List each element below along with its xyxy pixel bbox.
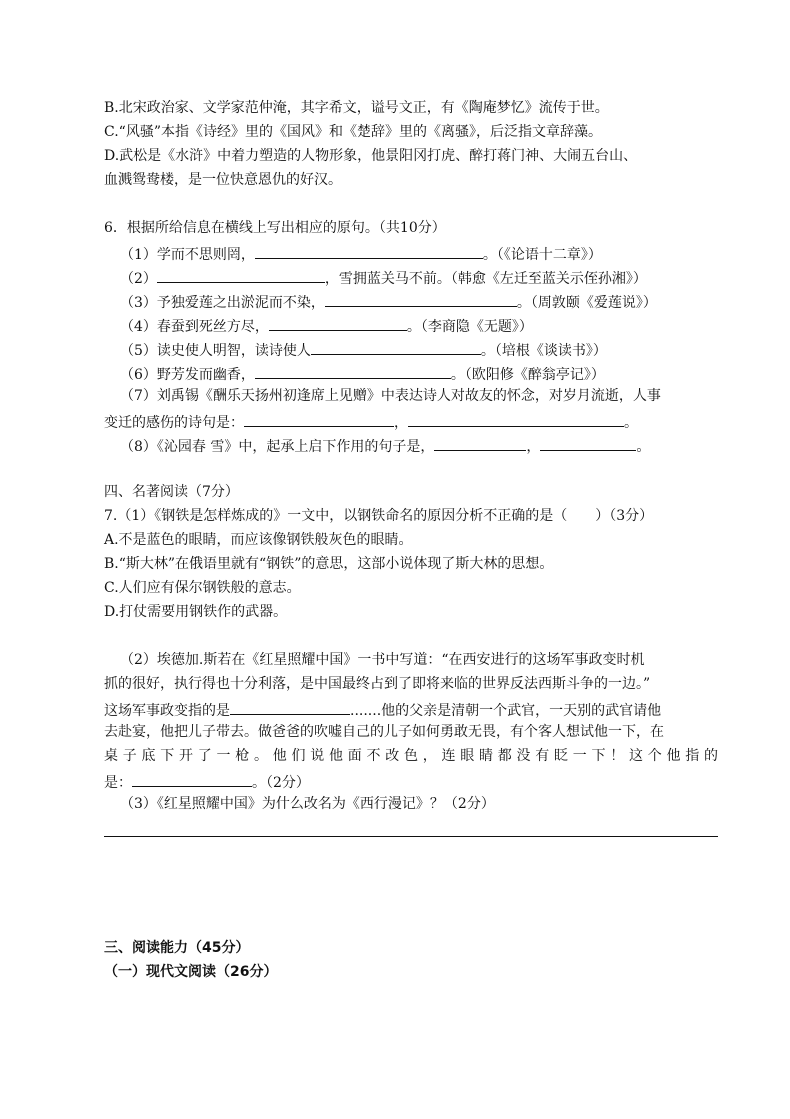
q7-part1-question: 7.（1）《钢铁是怎样炼成的》一文中，以钢铁命名的原因分析不正确的是（ ）（3分）	[104, 508, 654, 524]
q6-item-4	[120, 314, 533, 337]
q6-item-7-prefix: 变迁的感伤的诗句是：	[104, 415, 244, 431]
q7-part2-line2: 抓的很好，执行得也十分利落，是中国最终占到了即将来临的世界反法西斯斗争的一边。”	[104, 676, 651, 692]
q7-part2-line3-prefix: 这场军事政变指的是	[104, 703, 230, 719]
q7-part2-line1: （2）埃德加.斯若在《红星照耀中国》一书中写道：“在西安进行的这场军事政变时机	[120, 652, 645, 668]
section-3-subtitle: （一）现代文阅读（26分）	[104, 964, 278, 980]
q6-item-7-sep: ，	[394, 415, 408, 431]
q6-item-4-prefix: （4）春蚕到死丝方尽，	[120, 319, 269, 335]
q6-item-8	[120, 434, 650, 457]
answer-blank[interactable]	[230, 698, 350, 715]
answer-blank[interactable]	[132, 770, 252, 787]
q6-item-5-suffix: 。（培根《谈读书》）	[480, 343, 607, 359]
q6-item-1-prefix: （1）学而不思则罔，	[120, 247, 255, 263]
section-4-title: 四、名著阅读（7分）	[104, 484, 239, 500]
q5-option-c: C.“风骚”本指《诗经》里的《国风》和《楚辞》里的《离骚》，后泛指文章辞藻。	[104, 124, 602, 140]
q6-item-4-suffix: 。（李商隐《无题》）	[406, 319, 533, 335]
q6-item-7-line2	[104, 410, 638, 433]
q5-option-b: B.北宋政治家、文学家范仲淹，其字希文，谥号文正，有《陶庵梦忆》流传于世。	[104, 100, 609, 116]
q6-item-1	[120, 242, 602, 265]
q7-part2-line6-suffix: 。（2分）	[252, 775, 310, 791]
answer-blank[interactable]	[255, 362, 451, 379]
answer-blank[interactable]	[269, 314, 407, 331]
q6-item-5	[120, 338, 607, 361]
answer-blank[interactable]	[434, 434, 526, 451]
q6-item-5-prefix: （5）读史使人明智，读诗使人	[120, 343, 311, 359]
q6-item-3	[120, 290, 657, 313]
q7-part2-line3-suffix: .......他的父亲是清朝一个武官，一天别的武官请他	[350, 703, 662, 719]
answer-line[interactable]	[104, 836, 718, 837]
q7-part2-line6-prefix: 是：	[104, 775, 132, 791]
q6-item-2-suffix: ，雪拥蓝关马不前。（韩愈《左迁至蓝关示侄孙湘》）	[324, 271, 647, 287]
q7-option-a: A.不是蓝色的眼睛，而应该像钢铁般灰色的眼睛。	[104, 532, 413, 548]
q6-title: 6．根据所给信息在横线上写出相应的原句。（共10分）	[104, 220, 446, 236]
q6-item-7-line1: （7）刘禹锡《酬乐天扬州初逢席上见赠》中表达诗人对故友的怀念，对岁月流逝，人事	[120, 388, 661, 404]
q6-item-7-suffix: 。	[624, 415, 638, 431]
q6-item-8-suffix: 。	[636, 439, 651, 455]
q7-option-c: C.人们应有保尔钢铁般的意志。	[104, 580, 301, 596]
q6-item-8-prefix: （8）《沁园春 雪》中，起承上启下作用的句子是，	[120, 439, 435, 455]
q6-item-2	[120, 266, 647, 289]
answer-blank[interactable]	[157, 266, 325, 283]
q6-item-6	[120, 362, 605, 385]
answer-blank[interactable]	[325, 290, 517, 307]
q6-item-3-suffix: 。（周敦颐《爱莲说》）	[516, 295, 657, 311]
q7-part2-line6	[104, 770, 310, 793]
q7-option-d: D.打仗需要用钢铁作的武器。	[104, 604, 288, 620]
q6-item-8-sep: ，	[526, 439, 541, 455]
q7-option-b: B.“斯大林”在俄语里就有“钢铁”的意思，这部小说体现了斯大林的思想。	[104, 556, 554, 572]
q6-item-1-suffix: 。（《论语十二章》）	[482, 247, 602, 263]
answer-blank[interactable]	[255, 242, 483, 259]
section-3-title: 三、阅读能力（45分）	[104, 940, 250, 956]
q6-item-6-suffix: 。（欧阳修《醉翁亭记》）	[450, 367, 605, 383]
answer-blank[interactable]	[408, 410, 624, 427]
q6-item-6-prefix: （6）野芳发而幽香，	[120, 367, 255, 383]
q5-option-d-line1: D.武松是《水浒》中着力塑造的人物形象，他景阳冈打虎、醉打蒋门神、大闹五台山、	[104, 148, 638, 164]
answer-blank[interactable]	[540, 434, 636, 451]
q7-part3-question: （3）《红星照耀中国》为什么改名为《西行漫记》？（2分）	[120, 796, 495, 812]
answer-blank[interactable]	[244, 410, 394, 427]
q5-option-d-line2: 血溅鸳鸯楼，是一位快意恩仇的好汉。	[104, 172, 342, 188]
answer-blank[interactable]	[311, 338, 481, 355]
q7-part2-line4: 去赴宴，他把儿子带去。做爸爸的吹嘘自己的儿子如何勇敢无畏，有个客人想试他一下，在	[104, 724, 664, 740]
q6-item-2-prefix: （2）	[120, 271, 157, 287]
q6-item-3-prefix: （3）予独爱莲之出淤泥而不染，	[120, 295, 325, 311]
q7-part2-line5: 桌子底下开了一枪。他们说他面不改色，连眼睛都没有眨一下！这个他指的	[104, 748, 718, 764]
q7-part2-line3	[104, 698, 661, 721]
